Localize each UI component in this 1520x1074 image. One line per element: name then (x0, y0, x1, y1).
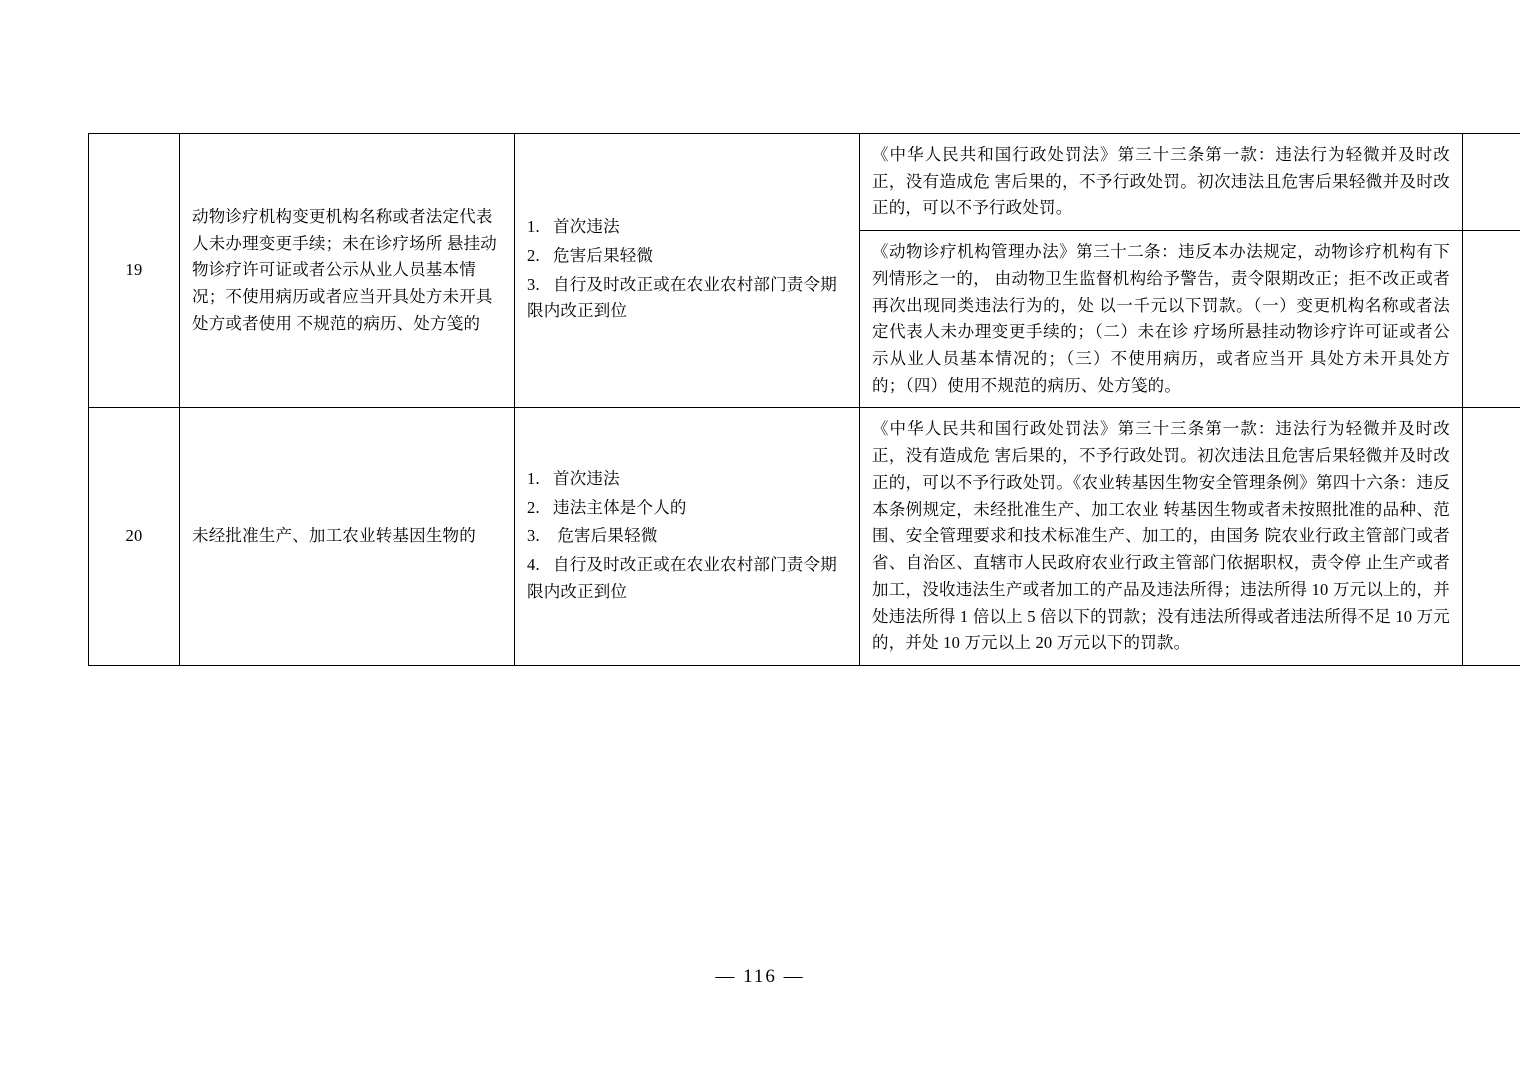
legal-basis-text: 《动物诊疗机构管理办法》第三十二条：违反本办法规定，动物诊疗机构有下列情形之一的， 由动物卫生监督机构给予警告，责令限期改正；拒不改正或者再次出现同类违法行为的，处 以一千元以下罚款。（一）变更机构名称或者法定代表人未办理变更手续的；（二）未在诊 疗场所悬挂动物诊疗许可证或者公示从业人员基本情况的；（三）不使用病历，或者应当开 具处方未开具处方的；（四）使用不规范的病历、处方笺的。 (872, 242, 1450, 395)
applicable-conditions (515, 134, 860, 408)
legal-basis-paragraph-2 (860, 231, 1463, 408)
list-item (527, 214, 847, 241)
list-item-index: 2. (527, 246, 540, 266)
list-item-text: 首次违法 (553, 217, 620, 237)
list-item (527, 523, 847, 550)
list-item-index: 1. (527, 217, 540, 237)
list-item-text: 危害后果轻微 (553, 246, 654, 266)
conditions-list (527, 466, 847, 606)
row-number: 20 (89, 408, 180, 665)
list-item-text: 自行及时改正或在农业农村部门责令期限内改正到位 (527, 555, 837, 601)
list-item-index: 2. (527, 497, 540, 517)
list-item-index: 3. (527, 526, 540, 546)
list-item-index: 4. (527, 555, 540, 575)
list-item-text: 自行及时改正或在农业农村部门责令期限内改正到位 (527, 274, 837, 321)
list-item (527, 243, 847, 270)
legal-basis-paragraph-1 (860, 408, 1463, 665)
list-item-text: 危害后果轻微 (553, 526, 658, 546)
remark-cell (1463, 231, 1520, 408)
table-row (89, 408, 1520, 665)
conditions-list (527, 214, 847, 325)
legal-basis-paragraph-1 (860, 134, 1463, 231)
list-item-text: 首次违法 (553, 468, 620, 488)
list-item-index: 3. (527, 274, 540, 294)
penalty-table (88, 133, 1520, 666)
remark-cell (1463, 134, 1520, 231)
table-row (89, 134, 1520, 231)
violation-description: 动物诊疗机构变更机构名称或者法定代表人未办理变更手续；未在诊疗场所 悬挂动物诊疗许可证或者公示从业人员基本情况；不使用病历或者应当开具处方未开具处方或者使用 不规范的病历、处方笺的 (180, 134, 515, 408)
row-number: 19 (89, 134, 180, 408)
applicable-conditions (515, 408, 860, 665)
list-item (527, 272, 847, 325)
list-item (527, 495, 847, 522)
legal-basis-text: 《中华人民共和国行政处罚法》第三十三条第一款：违法行为轻微并及时改正，没有造成危 害后果的，不予行政处罚。初次违法且危害后果轻微并及时改正的，可以不予行政处罚。 (872, 145, 1450, 218)
list-item-index: 1. (527, 468, 540, 488)
list-item (527, 552, 847, 605)
list-item-text: 违法主体是个人的 (553, 497, 687, 517)
remark-cell (1463, 408, 1520, 665)
page-number: — 116 — (715, 966, 805, 987)
legal-basis-text: 《中华人民共和国行政处罚法》第三十三条第一款：违法行为轻微并及时改正，没有造成危 害后果的，不予行政处罚。初次违法且危害后果轻微并及时改正的，可以不予行政处罚。《农业转基因生物安全管理条例》第四十六条：违反本条例规定，未经批准生产、加工农业 转基因生物或者未按照批准的品种、范围、安全管理要求和技术标准生产、加工的，由国务 院农业行政主管部门或者省、自治区、直辖市人民政府农业行政主管部门依据职权，责令停 止生产或者加工，没收违法生产或者加工的产品及违法所得；违法所得 10 万元以上的，并 处违法所得 1 倍以上 5 倍以下的罚款；没有违法所得或者违法所得不足 10 万元的，并处 10 万元以上 20 万元以下的罚款。 (872, 419, 1450, 653)
violation-description: 未经批准生产、加工农业转基因生物的 (180, 408, 515, 665)
list-item (527, 466, 847, 493)
